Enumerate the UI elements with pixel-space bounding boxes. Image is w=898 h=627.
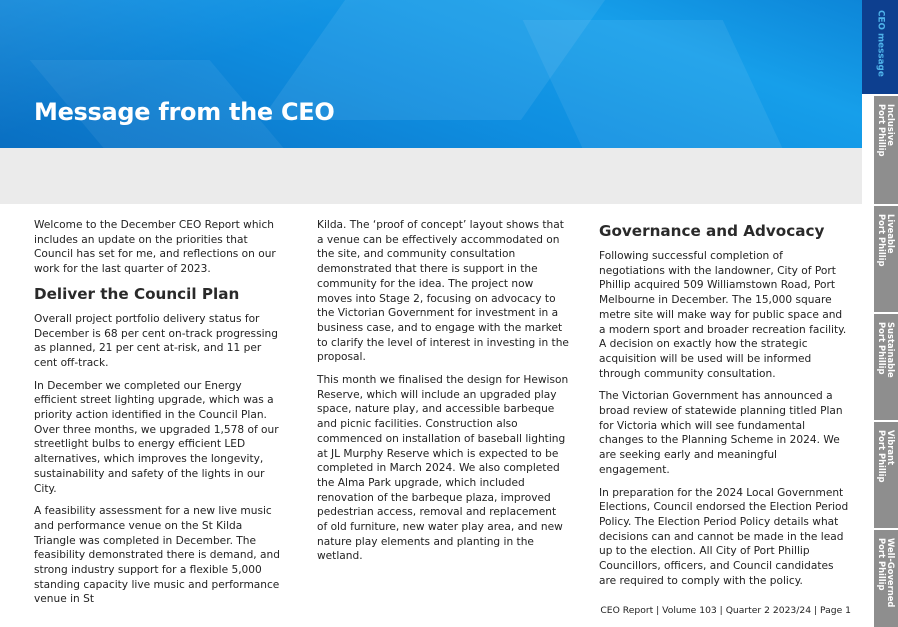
paragraph: In December we completed our Energy efficient street lighting upgrade, which was a priority action identified in the Council Plan. Over three months, we upgraded 1,578 of our streetlight bulbs to energy efficient LED alternatives, which improves the longevity, sustainability and safety of the lights in our City.: [34, 379, 279, 495]
tab-label: Well-Governed Port Phillip: [877, 538, 896, 608]
tab-inclusive-port-phillip[interactable]: [872, 96, 898, 204]
section-heading-governance: Governance and Advocacy: [599, 222, 825, 240]
page-footer: CEO Report | Volume 103 | Quarter 2 2023/24 | Page 1: [600, 605, 851, 616]
banner-decoration: [523, 20, 798, 148]
text-column-2: [317, 218, 569, 572]
tab-label: Vibrant Port Phillip: [877, 430, 896, 483]
text-column-1: [34, 218, 286, 615]
tab-well-governed-port-phillip[interactable]: [872, 530, 898, 627]
section-tab-bar: [862, 0, 898, 627]
tab-label: Sustainable Port Phillip: [877, 322, 896, 378]
tab-label: Inclusive Port Phillip: [877, 104, 896, 157]
paragraph: Overall project portfolio delivery status for December is 68 per cent on-track progressing as planned, 21 per cent at-risk, and 11 per cent off-track.: [34, 312, 278, 369]
paragraph: In preparation for the 2024 Local Government Elections, Council endorsed the Election Period Policy. The Election Period Policy details what decisions can and cannot be made in the lead up to the election. All City of Port Phillip Councillors, officers, and Council candidates are required to comply with the policy.: [599, 486, 849, 587]
tab-liveable-port-phillip[interactable]: [872, 206, 898, 312]
tab-sustainable-port-phillip[interactable]: [872, 314, 898, 420]
paragraph: Following successful completion of negotiations with the landowner, City of Port Phillip acquired 509 Williamstown Road, Port Melbourne in December. The 15,000 square metre site will make way for public space and a modern sport and broader recreation facility. A decision on exactly how the strategic acquisition will be used will be informed through community consultation.: [599, 250, 847, 380]
section-heading-council-plan: Deliver the Council Plan: [34, 284, 240, 303]
intro-paragraph: Welcome to the December CEO Report which includes an update on the priorities that Council has set for me, and reflections on our work for the last quarter of 2023.: [34, 219, 276, 276]
tab-vibrant-port-phillip[interactable]: [872, 422, 898, 528]
header-divider-band: [0, 148, 862, 204]
tab-label: Liveable Port Phillip: [877, 214, 896, 267]
tab-label: CEO message: [875, 10, 886, 77]
paragraph: A feasibility assessment for a new live music and performance venue on the St Kilda Triangle was completed in December. The feasibility demonstrated there is demand, and strong industry support for a flexible 5,000 standing capacity live music and performance venue in St: [34, 505, 280, 606]
page-title: Message from the CEO: [34, 98, 335, 126]
paragraph: The Victorian Government has announced a broad review of statewide planning titled Plan for Victoria which will see fundamental changes to the Planning Scheme in 2024. We are seeking early and meaningful engagement.: [599, 390, 843, 476]
text-column-3: [599, 222, 851, 596]
paragraph: This month we finalised the design for Hewison Reserve, which will include an upgraded play space, nature play, and accessible barbeque and picnic facilities. Construction also commenced on installation of baseball lighting at JL Murphy Reserve which is expected to be completed in March 2024. We also completed the Alma Park upgrade, which included renovation of the barbeque plaza, improved pedestrian access, removal and replacement of old furniture, new water play area, and new nature play elements and planting in the wetland.: [317, 374, 569, 563]
paragraph: Kilda. The ‘proof of concept’ layout shows that a venue can be effectively accommodated on the site, and community consultation demonstrated that there is support in the community for the idea. The project now moves into Stage 2, focusing on advocacy to the Victorian Government for investment in a business case, and to engage with the market to clarify the level of interest in investing in the proposal.: [317, 219, 569, 364]
tab-ceo-message[interactable]: [862, 0, 898, 94]
header-banner: [0, 0, 862, 148]
